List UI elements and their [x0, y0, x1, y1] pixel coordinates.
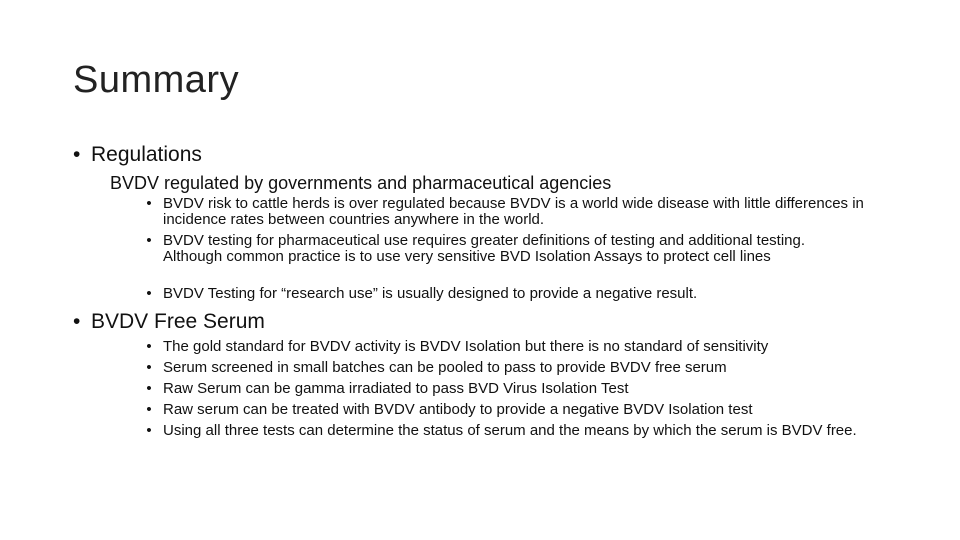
section-heading-regulations	[73, 142, 202, 168]
bullet: •	[146, 401, 152, 418]
list-item	[146, 380, 883, 397]
list-item-text: Serum screened in small batches can be pooled to pass to provide BVDV free serum	[163, 359, 727, 376]
list-item	[146, 422, 878, 439]
bullet: •	[146, 232, 152, 249]
bullet: •	[146, 422, 152, 439]
list-item-text: BVDV testing for pharmaceutical use requires greater definitions of testing and additional testing. Although common practice is to use very sensitive BVD Isolation Assays to protect cell lines	[163, 232, 806, 265]
bullet: •	[73, 310, 81, 333]
subheading-regulated: BVDV regulated by governments and pharmaceutical agencies	[110, 173, 612, 193]
bullet: •	[146, 380, 152, 397]
slide-title: Summary	[73, 59, 240, 101]
list-item	[146, 338, 883, 355]
list-item-text: Raw serum can be treated with BVDV antibody to provide a negative BVDV Isolation test	[163, 401, 753, 418]
section-heading-label: Regulations	[91, 143, 202, 166]
list-item-text: Using all three tests can determine the status of serum and the means by which the serum is BVDV free.	[163, 422, 857, 439]
bullet: •	[146, 285, 152, 302]
bullet: •	[146, 338, 152, 355]
section-heading-label: BVDV Free Serum	[91, 310, 265, 333]
list-item	[146, 359, 883, 376]
bullet: •	[146, 195, 152, 212]
list-item-text: BVDV Testing for “research use” is usually designed to provide a negative result.	[163, 285, 698, 302]
list-item-text: Raw Serum can be gamma irradiated to pass BVD Virus Isolation Test	[163, 380, 629, 397]
list-item	[146, 285, 883, 302]
list-item	[146, 195, 873, 228]
section-heading-bvdv-free-serum	[73, 309, 265, 335]
list-item-text: BVDV risk to cattle herds is over regulated because BVDV is a world wide disease with little differences in incidence rates between countries anywhere in the world.	[163, 195, 864, 228]
list-item-text: The gold standard for BVDV activity is BVDV Isolation but there is no standard of sensitivity	[163, 338, 769, 355]
list-item	[146, 232, 863, 265]
bullet: •	[146, 359, 152, 376]
list-item	[146, 401, 883, 418]
bullet: •	[73, 143, 81, 166]
